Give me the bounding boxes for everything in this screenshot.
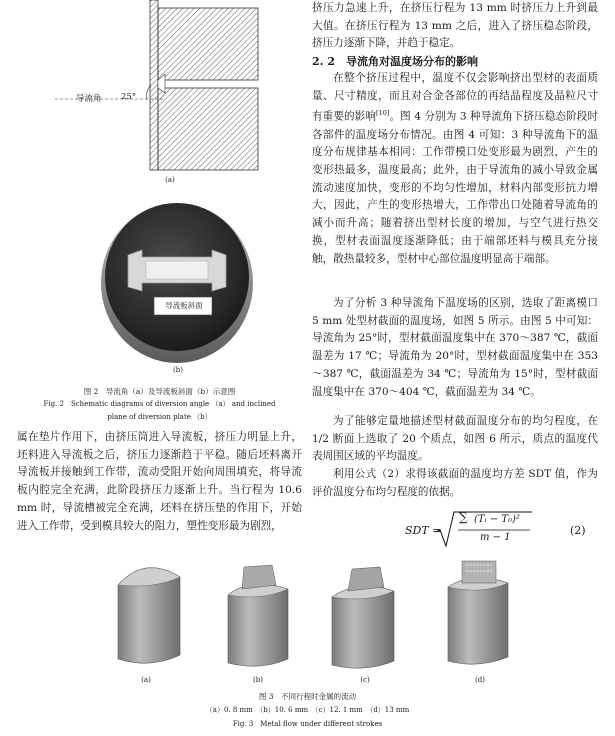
- left-column-paragraph: 属在垫片作用下，由挤压筒进入导流板，挤压力明显上升，坯料进入导流板之后，挤压力逐渐趋于平稳。随后坯料离开导流板并接触到工作带，流动受阻开始向周围填充，将导流板内腔完全充满，此阶段挤压力逐渐上升。当行程为 10.6 mm 时，导流槽被完全充满，坯料在挤压垫的作用下，开始进入工作带，受到模具较大的阻力，塑性变形最为剧烈，: [17, 431, 302, 532]
- figure3-caption-cn: 图 3 不同行程时金属的流动: [258, 692, 357, 701]
- formula-lhs: SDT =: [405, 524, 442, 537]
- figure2-caption-en-2: plane of diversion plate （b）: [107, 413, 212, 421]
- plate-label: 导流板斜面: [165, 301, 203, 310]
- die-block-top: [158, 8, 258, 80]
- figure3-sub-b: (b): [253, 676, 263, 684]
- figure3-sub-a: (a): [141, 676, 151, 684]
- figure2-sub-b: (b): [173, 366, 183, 374]
- section-heading-2-2: 2. 2 导流角对温度场分布的影响: [312, 55, 478, 68]
- formula-sum: ∑: [459, 510, 468, 524]
- angle-label: 导流角: [76, 94, 102, 104]
- figure3-caption-sub: （a）0. 8 mm （b）10. 6 mm （c）12. 1 mm （d）13 mm: [205, 706, 410, 714]
- figure2b-disk: [100, 195, 255, 365]
- figure3-caption-en: Fig. 3 Metal flow under different strokes: [232, 720, 383, 728]
- figure3-models: [100, 555, 540, 675]
- model-b: [228, 565, 288, 666]
- right-para-4: 利用公式（2）求得该截面的温度均方差 SDT 值，作为评价温度分布均匀程度的依据。: [312, 468, 598, 498]
- right-para-top: 挤压力急速上升，在挤压行程为 13 mm 时挤压力上升到最大值。在挤压行程为 13 mm 之后，进入了挤压稳态阶段，挤压力逐渐下降，并趋于稳定。: [312, 2, 598, 50]
- right-para-1: 在整个挤压过程中，温度不仅会影响挤出型材的表面质量、尺寸精度，而且对合金各部位的再结晶程度及晶粒尺寸有重要的影响[10]。图 4 分别为 3 种导流角下挤压稳态阶段时各部件的温度场分布情况。由图 4 可知：3 种导流角下的温度分布规律基本相同：工作带模口处变形最为剧烈，产生的变形热最多，温度最高；此外，由于导流角的减小导致金属流动速度加快，变形的不均匀性增加，材料内部变形抗力增大，因此，产生的变形热增大，工作带出口处随着导流角的减小而升高；随着挤出型材长度的增加，与空气进行热交换，型材表面温度逐渐降低；由于端部坯料与模具充分接触，散热量较多，型材中心部位温度明显高于端部。: [312, 72, 599, 265]
- model-d: [448, 561, 508, 664]
- figure2a-schematic: [55, 0, 285, 178]
- figure2-sub-a: (a): [165, 176, 175, 184]
- citation-10: [10]: [376, 109, 390, 118]
- formula-denominator: m − 1: [480, 532, 511, 543]
- figure2-caption-cn: 图 2 导流角（a）及导流板斜面（b）示意图: [83, 387, 236, 396]
- formula-numerator: (Tᵢ − T₀)²: [474, 514, 520, 525]
- figure3-sub-c: (c): [360, 676, 370, 684]
- right-para-3: 为了能够定量地描述型材截面温度分布的均匀程度，在 1/2 断面上选取了 20 个质点，如图 6 所示，质点的温度代表周围区域的平均温度。: [312, 415, 598, 463]
- model-a: [118, 568, 180, 663]
- die-block-bottom: [158, 88, 258, 170]
- formula-number: (2): [570, 524, 586, 537]
- figure2-caption-en-1: Fig. 2 Schematic diagrams of diversion angle （a） and inclined: [43, 400, 276, 408]
- angle-degree: 25°: [121, 92, 137, 102]
- right-para-2: 为了分析 3 种导流角下温度场的区别，选取了距离模口 5 mm 处型材截面的温度场，如图 5 所示。由图 5 中可知：导流角为 25°时，型材截面温度集中在 370～387 ℃，截面温差为 17 ℃；导流角为 20°时，型材截面温度集中在 353～387 ℃，截面温差为 34 ℃；导流角为 15°时，型材截面温度集中在 370～404 ℃，截面温差为 34 ℃。: [312, 297, 598, 398]
- model-c: [332, 567, 394, 668]
- figure3-sub-d: (d): [475, 676, 485, 684]
- die-plate-thin: [150, 0, 158, 170]
